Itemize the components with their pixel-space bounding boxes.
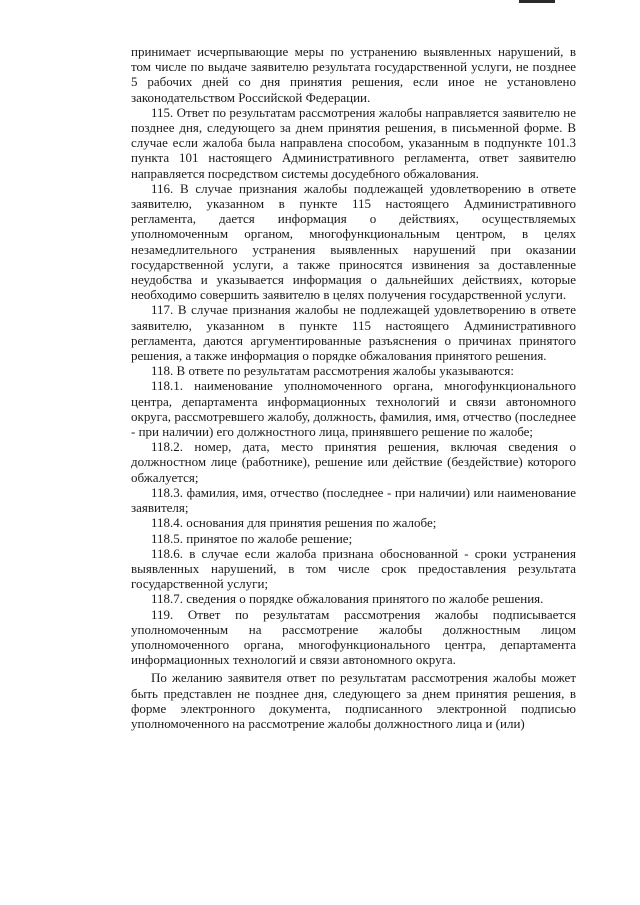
paragraph-116: 116. В случае признания жалобы подлежащей удовлетворению в ответе заявителю, указанном в пункте 115 настоящего Административного регламента, дается информация о действиях, осуществляемых уполномоченным органом, многофункциональным центром, в целях незамедлительного устранения выявленных нарушений при оказании государственной услуги, а также приносятся извинения за доставленные неудобства и указывается информация о дальнейших действиях, которые необходимо совершить заявителю в целях получения государственной услуги.	[131, 180, 576, 303]
paragraph-118-6: 118.6. в случае если жалоба признана обоснованной - сроки устранения выявленных нарушений, в том числе срок предоставления результата государственной услуги;	[131, 545, 576, 592]
paragraph-119: 119. Ответ по результатам рассмотрения жалобы подписывается уполномоченным на рассмотрение жалобы должностным лицом уполномоченного органа, многофункционального центра, департамента информационных технологий и связи автономного округа.	[131, 606, 576, 668]
paragraph-117: 117. В случае признания жалобы не подлежащей удовлетворению в ответе заявителю, указанном в пункте 115 настоящего Административного регламента, даются аргументированные разъяснения о причинах принятого решения, а также информация о порядке обжалования принятого решения.	[131, 302, 576, 364]
paragraph-118-3: 118.3. фамилия, имя, отчество (последнее - при наличии) или наименование заявителя;	[131, 484, 576, 516]
paragraph-118: 118. В ответе по результатам рассмотрения жалобы указываются:	[151, 363, 514, 379]
page-edge-mark	[519, 0, 555, 3]
paragraph-electronic-answer: По желанию заявителя ответ по результатам рассмотрения жалобы может быть представлен не позднее дня, следующего за днем принятия решения, в форме электронного документа, подписанного электронной подписью уполномоченного на рассмотрение жалобы должностного лица и (или)	[131, 670, 576, 731]
paragraph-118-7: 118.7. сведения о порядке обжалования принятого по жалобе решения.	[151, 591, 544, 607]
paragraph-118-2: 118.2. номер, дата, место принятия решения, включая сведения о должностном лице (работнике), решение или действие (бездействие) которого обжалуется;	[131, 439, 576, 485]
paragraph-continuation: принимает исчерпывающие меры по устранению выявленных нарушений, в том числе по выдаче заявителю результата государственной услуги, не позднее 5 рабочих дней со дня принятия решения, если иное не установлено законодательством Российской Федерации.	[131, 44, 576, 105]
document-body	[131, 44, 576, 731]
paragraph-115: 115. Ответ по результатам рассмотрения жалобы направляется заявителю не позднее дня, следующего за днем принятия решения, в письменной форме. В случае если жалоба была направлена способом, указанным в подпункте 101.3 пункта 101 настоящего Административного регламента, ответ заявителю направляется посредством системы досудебного обжалования.	[131, 104, 576, 181]
paragraph-118-1: 118.1. наименование уполномоченного органа, многофункционального центра, департамента информационных технологий и связи автономного округа, рассмотревшего жалобу, должность, фамилия, имя, отчество (последнее - при наличии) его должностного лица, принявшего решение по жалобе;	[131, 378, 576, 440]
paragraph-118-5: 118.5. принятое по жалобе решение;	[151, 530, 353, 546]
paragraph-118-4: 118.4. основания для принятия решения по жалобе;	[151, 515, 437, 531]
